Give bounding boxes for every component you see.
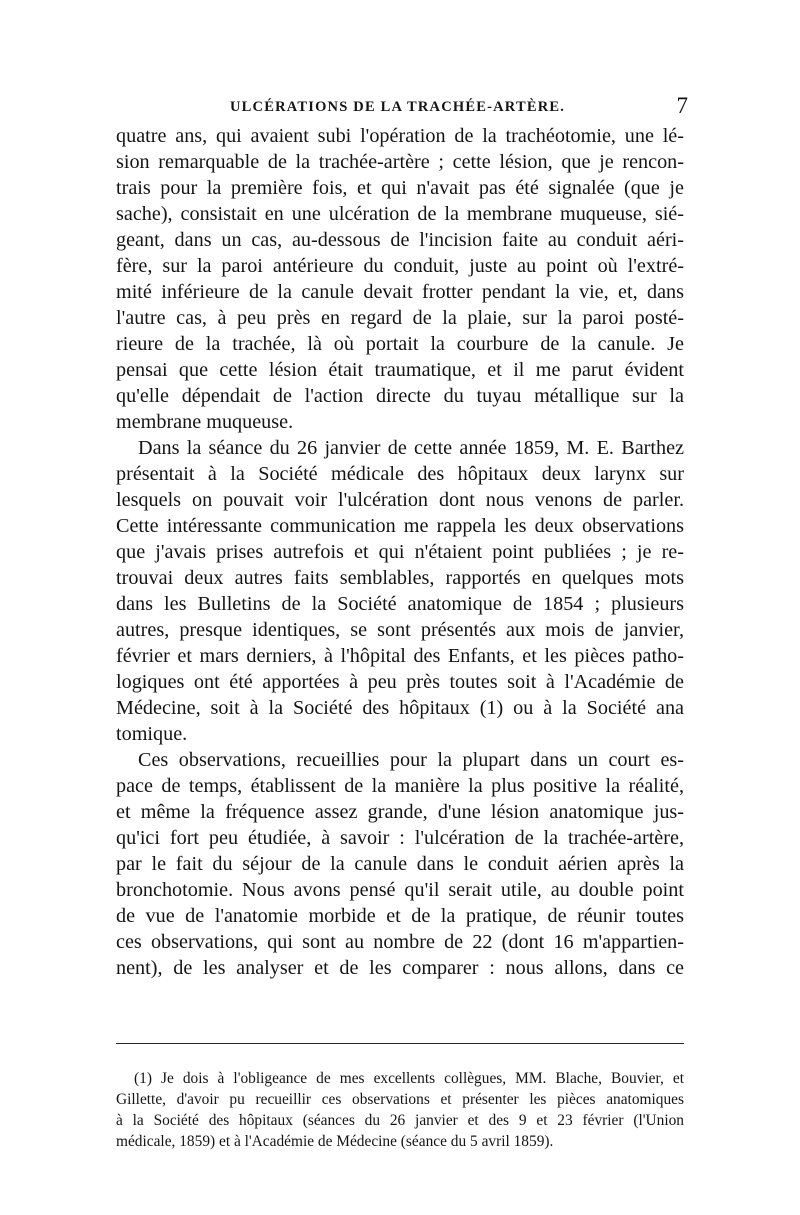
text-line: de vue de l'anatomie morbide et de la pratique, de réunir toutes: [116, 905, 684, 927]
text-line: Dans la séance du 26 janvier de cette année 1859, M. E. Barthez: [138, 437, 684, 459]
text-line: fère, sur la paroi antérieure du conduit, juste au point où l'extré-: [116, 255, 684, 277]
text-line: ces observations, qui sont au nombre de 22 (dont 16 m'appartien-: [116, 931, 684, 953]
text-line: qu'ici fort peu étudiée, à savoir : l'ulcération de la trachée-artère,: [116, 827, 684, 849]
text-line: Ces observations, recueillies pour la plupart dans un court es-: [138, 749, 684, 771]
text-line: que j'avais prises autrefois et qui n'étaient point publiées ; je re-: [116, 541, 684, 563]
text-line: trais pour la première fois, et qui n'avait pas été signalée (que je: [116, 177, 684, 199]
text-line: pensai que cette lésion était traumatique, et il me parut évident: [116, 359, 684, 381]
text-line: logiques ont été apportées à peu près toutes soit à l'Académie de: [116, 671, 684, 693]
running-head: [120, 93, 688, 123]
text-line: présentait à la Société médicale des hôpitaux deux larynx sur: [116, 463, 684, 485]
text-line: quatre ans, qui avaient subi l'opération de la trachéotomie, une lé-: [116, 125, 684, 147]
text-line: et même la fréquence assez grande, d'une lésion anatomique jus-: [116, 801, 684, 823]
text-line: trouvai deux autres faits semblables, rapportés en quelques mots: [116, 567, 684, 589]
footnote-divider: [116, 1043, 684, 1044]
text-line: dans les Bulletins de la Société anatomique de 1854 ; plusieurs: [116, 593, 684, 615]
footnote-line: Gillette, d'avoir pu recueillir ces observations et présenter les pièces anatomiques: [116, 1091, 684, 1108]
text-line: membrane muqueuse.: [116, 411, 294, 433]
text-line: pace de temps, établissent de la manière la plus positive la réalité,: [116, 775, 684, 797]
text-line: nent), de les analyser et de les comparer : nous allons, dans ce: [116, 957, 684, 979]
text-line: autres, presque identiques, se sont présentés aux mois de janvier,: [116, 619, 684, 641]
footnote-line: (1) Je dois à l'obligeance de mes excellents collègues, MM. Blache, Bouvier, et: [134, 1070, 684, 1087]
footnote-line: à la Société des hôpitaux (séances du 26 janvier et des 9 et 23 février (l'Union: [116, 1112, 684, 1129]
text-line: l'autre cas, à peu près en regard de la plaie, sur la paroi posté-: [116, 307, 684, 329]
body-text: [116, 123, 684, 981]
text-line: rieure de la trachée, là où portait la courbure de la canule. Je: [116, 333, 684, 355]
footnote-line: médicale, 1859) et à l'Académie de Médecine (séance du 5 avril 1859).: [116, 1133, 554, 1150]
text-line: par le fait du séjour de la canule dans le conduit aérien après la: [116, 853, 684, 875]
footnote: [116, 1068, 684, 1152]
text-line: Cette intéressante communication me rappela les deux observations: [116, 515, 684, 537]
text-line: lesquels on pouvait voir l'ulcération dont nous venons de parler.: [116, 489, 684, 511]
text-line: sion remarquable de la trachée-artère ; cette lésion, que je rencon-: [116, 151, 684, 173]
page-number: 7: [676, 93, 688, 118]
text-line: mité inférieure de la canule devait frotter pendant la vie, et, dans: [116, 281, 684, 303]
text-line: Médecine, soit à la Société des hôpitaux (1) ou à la Société ana: [116, 697, 684, 719]
text-line: sache), consistait en une ulcération de la membrane muqueuse, sié-: [116, 203, 684, 225]
text-line: février et mars derniers, à l'hôpital des Enfants, et les pièces patho-: [116, 645, 684, 667]
text-line: tomique.: [116, 723, 188, 745]
text-line: bronchotomie. Nous avons pensé qu'il serait utile, au double point: [116, 879, 684, 901]
text-line: qu'elle dépendait de l'action directe du tuyau métallique sur la: [116, 385, 684, 407]
text-line: geant, dans un cas, au-dessous de l'incision faite au conduit aéri-: [116, 229, 684, 251]
running-title: ULCÉRATIONS DE LA TRACHÉE-ARTÈRE.: [230, 99, 566, 115]
